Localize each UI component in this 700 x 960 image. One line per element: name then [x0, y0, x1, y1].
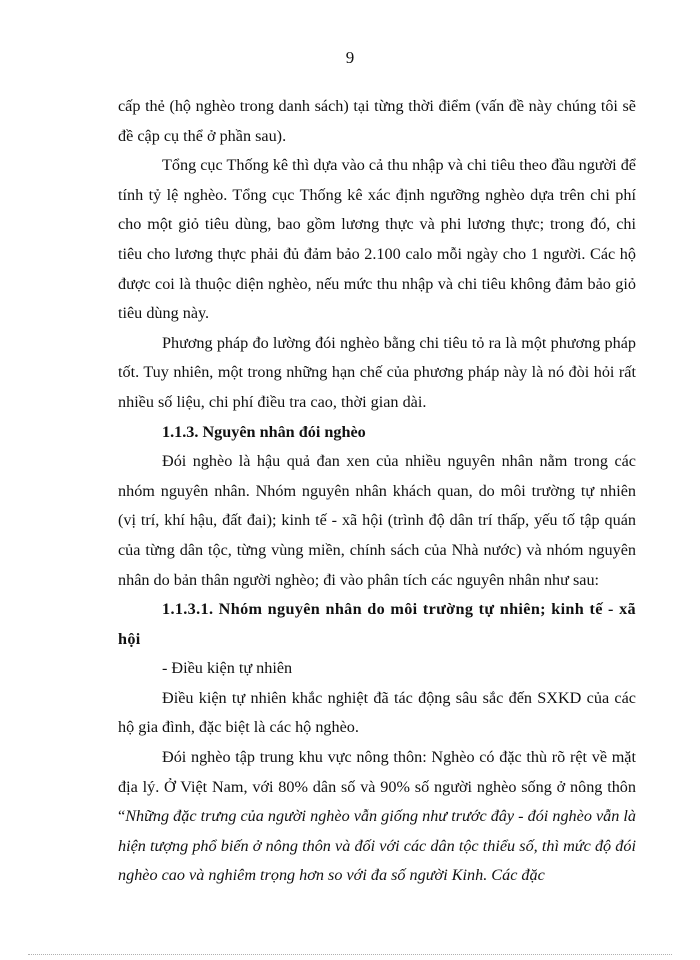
rural-poverty-text: Đói nghèo tập trung khu vực nông thôn: Nghèo có đặc thù rõ rệt về mặt địa lý. Ở Việt Nam, với 80% dân số và 90% số người nghèo sống ở nông thôn “	[118, 748, 636, 826]
paragraph-natural-conditions: Điều kiện tự nhiên khắc nghiệt đã tác động sâu sắc đến SXKD của các hộ gia đình, đặc biệt là các hộ nghèo.	[118, 688, 636, 737]
page-number: 9	[345, 48, 355, 67]
paragraph-causes-intro: Đói nghèo là hậu quả đan xen của nhiều nguyên nhân nằm trong các nhóm nguyên nhân. Nhóm nguyên nhân khách quan, do môi trường tự nhiên (vị trí, khí hậu, đất đai); kinh tế - xã hội (trình độ dân trí thấp, yếu tố tập quán của từng dân tộc, từng vùng miền, chính sách của Nhà nước) và nhóm nguyên nhân do bản thân người nghèo; đi vào phân tích các nguyên nhân như sau:	[118, 452, 636, 589]
subheading-natural-conditions: - Điều kiện tự nhiên	[162, 659, 293, 678]
page-bottom-divider	[28, 954, 672, 955]
document-body	[118, 92, 636, 891]
paragraph-method-evaluation: Phương pháp đo lường đói nghèo bằng chi tiêu tỏ ra là một phương pháp tốt. Tuy nhiên, một trong những hạn chế của phương pháp này là nó đòi hỏi rất nhiều số liệu, chi phí điều tra cao, thời gian dài.	[118, 333, 636, 411]
paragraph-continuation: cấp thẻ (hộ nghèo trong danh sách) tại từng thời điểm (vấn đề này chúng tôi sẽ đề cập cụ thể ở phần sau).	[118, 97, 636, 145]
paragraph-rural-poverty	[118, 743, 636, 891]
paragraph-poverty-measure: Tổng cục Thống kê thì dựa vào cả thu nhập và chi tiêu theo đầu người để tính tỷ lệ nghèo. Tổng cục Thống kê xác định ngưỡng nghèo dựa trên chi phí cho một giỏ tiêu dùng, bao gồm lương thực và phi lương thực; trong đó, chi tiêu cho lương thực phải đủ đảm bảo 2.100 calo mỗi ngày cho 1 người. Các hộ được coi là thuộc diện nghèo, nếu mức thu nhập và chi tiêu không đảm bảo giỏ tiêu dùng này.	[118, 156, 636, 323]
section-heading-1-1-3-1: 1.1.3.1. Nhóm nguyên nhân do môi trường tự nhiên; kinh tế - xã hội	[118, 600, 636, 648]
section-heading-1-1-3: 1.1.3. Nguyên nhân đói nghèo	[162, 422, 366, 441]
rural-poverty-quote: Những đặc trưng của người nghèo vẫn giống như trước đây - đói nghèo vẫn là hiện tượng phổ biến ở nông thôn và đối với các dân tộc thiểu số, thì mức độ đói nghèo cao và nghiêm trọng hơn so với đa số người Kinh. Các đặc	[118, 807, 636, 885]
